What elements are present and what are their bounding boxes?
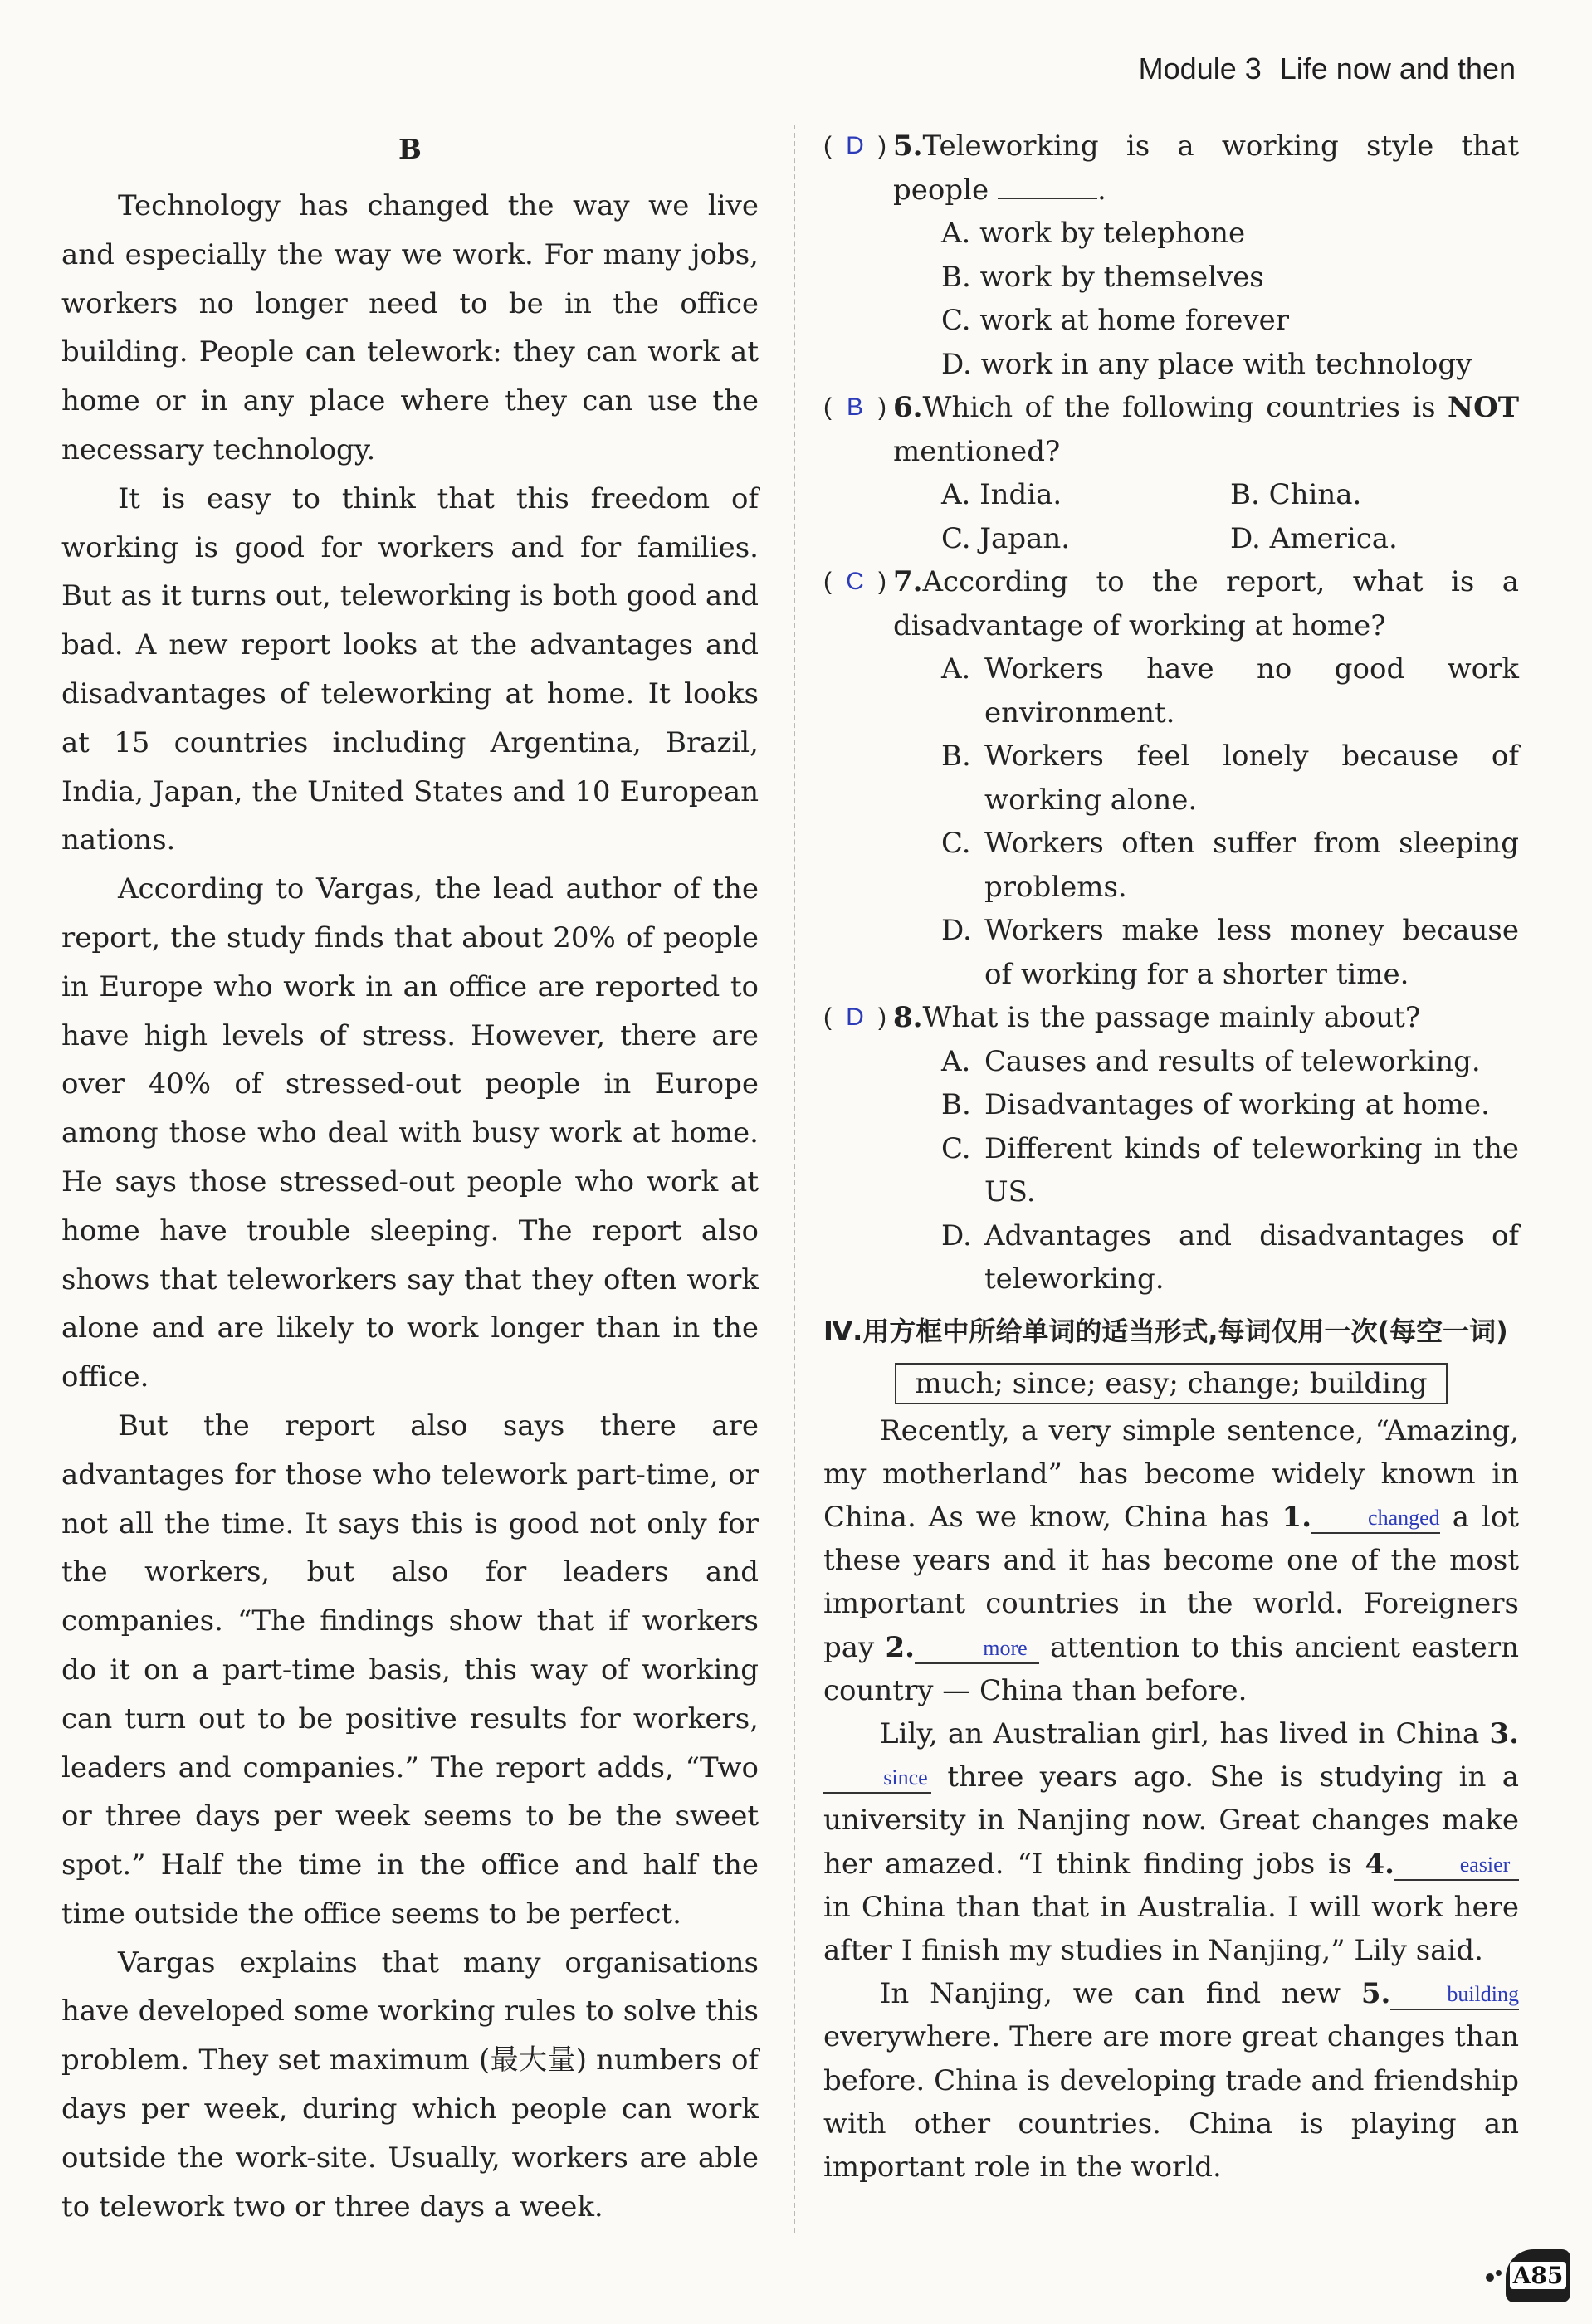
answer-blank-2: more — [915, 1634, 1039, 1664]
answer-blank-3: since — [823, 1764, 931, 1794]
answer-letter: D — [846, 132, 864, 159]
module-label: Module 3 — [1138, 51, 1262, 85]
answer-slot: ( D ) — [823, 124, 923, 168]
page-number: A85 — [1510, 2262, 1567, 2289]
option: B. work by themselves — [941, 260, 1264, 294]
option: D. America. — [1230, 521, 1398, 555]
module-title: Life now and then — [1279, 51, 1516, 85]
option: A. Causes and results of teleworking. — [941, 1044, 1481, 1078]
option: A. India. — [941, 478, 1062, 511]
question-8 — [823, 996, 1519, 1040]
question-number: 5. — [893, 129, 923, 163]
question-number: 8. — [893, 1001, 923, 1034]
question-number: 7. — [893, 565, 923, 598]
column-divider — [794, 124, 795, 2233]
blank-number: 2. — [885, 1630, 915, 1664]
option: C. Japan. — [941, 521, 1071, 555]
answer-letter: C — [846, 568, 864, 595]
option: B. Workers feel lonely because of working alone. — [941, 740, 1519, 817]
blank-number: 4. — [1365, 1847, 1394, 1881]
question-stem: 8.What is the passage mainly about? — [893, 1001, 1421, 1034]
answer-blank-4: easier — [1394, 1851, 1519, 1881]
answer-letter: B — [846, 393, 863, 421]
section-4-title: Ⅳ.用方框中所给单词的适当形式,每词仅用一次(每空一词) — [823, 1315, 1508, 1347]
question-5 — [823, 124, 1519, 212]
blank-number: 3. — [1489, 1716, 1519, 1750]
question-7 — [823, 560, 1519, 647]
answer-slot: ( B ) — [823, 386, 923, 430]
option: D. Workers make less money because of working for a shorter time. — [941, 914, 1519, 991]
option: C. Different kinds of teleworking in the US. — [941, 1131, 1519, 1208]
option: A. Workers have no good work environment. — [941, 652, 1519, 730]
cloze-paragraph: In Nanjing, we can find new 5. building everywhere. There are more great changes than before. China is developing trade and friendship with other countries. China is playing an important role in the world. — [823, 1977, 1519, 2184]
option: D. Advantages and disadvantages of teleworking. — [941, 1218, 1519, 1296]
option: B. Disadvantages of working at home. — [941, 1088, 1490, 1121]
decorative-dots-icon — [1486, 2270, 1502, 2282]
question-6 — [823, 386, 1519, 473]
blank-number: 1. — [1282, 1500, 1312, 1534]
questions-column — [823, 124, 1519, 2189]
word-box: much; since; easy; change; building — [895, 1363, 1447, 1404]
question-stem: 6.Which of the following countries is NOT mentioned? — [893, 391, 1519, 468]
reading-passage — [61, 124, 759, 2231]
answer-slot: ( D ) — [823, 996, 923, 1040]
paragraph: Technology has changed the way we live and especially the way we work. For many jobs, workers no longer need to be in the office building. People can telework: they can work at home or in any place where they can use the necessary technology. — [61, 189, 759, 466]
cloze-paragraph: Recently, a very simple sentence, “Amazing, my motherland” has become widely known in China. As we know, China has 1. changed a lot these years and it has become one of the most important countries in the world. Foreigners pay 2. more attention to this ancient eastern country — China than before. — [823, 1413, 1520, 1707]
option: A. work by telephone — [941, 217, 1246, 250]
paragraph: Vargas explains that many organisations have developed some working rules to solve this problem. They set maximum (最大量) numbers of days per week, during which people can work outside the work-site. Usually, workers are able to telework two or three days a week. — [61, 1946, 759, 2224]
cloze-paragraph: Lily, an Australian girl, has lived in China 3.since three years ago. She is studying in a university in Nanjing now. Great changes make her amazed. “I think finding jobs is 4. easier in China than that in Australia. I will work here after I finish my studies in Nanjing,” Lily said. — [823, 1716, 1519, 1967]
stem-text: Teleworking is a working style that people — [893, 129, 1519, 207]
options-q6 — [941, 473, 1519, 560]
answer-blank-1: changed — [1311, 1504, 1440, 1534]
answer-letter: D — [846, 1003, 864, 1031]
paragraph: But the report also says there are advantages for those who telework part-time, or not all the time. It says this is good not only for the workers, but also for leaders and companies. “The findings show that if workers do it on a part-time basis, this way of working can turn out to be positive results for workers, leaders and companies.” The report adds, “Two or three days per week seems to be the sweet spot.” Half the time in the office and half the time outside the office seems to be perfect. — [61, 1409, 759, 1931]
paragraph: According to Vargas, the lead author of the report, the study finds that about 20% of people in Europe who work in an office are reported to have high levels of stress. However, there are over 40% of stressed-out people in Europe among those who deal with busy work at home. He says those stressed-out people who work at home have trouble sleeping. The report also shows that teleworkers say that they often work alone and are likely to work longer than in the office. — [61, 872, 759, 1394]
option: B. China. — [1230, 478, 1362, 511]
options-q8 — [941, 1040, 1519, 1301]
page-number-badge — [1506, 2249, 1570, 2302]
paragraph: It is easy to think that this freedom of working is good for workers and for families. But as it turns out, teleworking is both good and bad. A new report looks at the advantages and disadvantages of teleworking at home. It looks at 15 countries including Argentina, Brazil, India, Japan, the United States and 10 European nations. — [61, 481, 759, 857]
emphasis: NOT — [1448, 391, 1519, 424]
answer-blank-5: building — [1390, 1980, 1519, 2010]
question-stem: 5.Teleworking is a working style that people . — [893, 129, 1519, 207]
question-number: 6. — [893, 391, 923, 424]
option: D. work in any place with technology — [941, 347, 1472, 381]
option: C. Workers often suffer from sleeping problems. — [941, 827, 1519, 904]
answer-blank — [998, 198, 1097, 199]
options-q7 — [941, 647, 1519, 996]
question-stem: 7.According to the report, what is a disadvantage of working at home? — [893, 565, 1519, 642]
options-q5 — [941, 212, 1519, 386]
option: C. work at home forever — [941, 304, 1289, 337]
answer-slot: ( C ) — [823, 560, 923, 604]
page-header — [1139, 51, 1516, 86]
blank-number: 5. — [1360, 1977, 1391, 2011]
section-title: B — [398, 133, 422, 165]
